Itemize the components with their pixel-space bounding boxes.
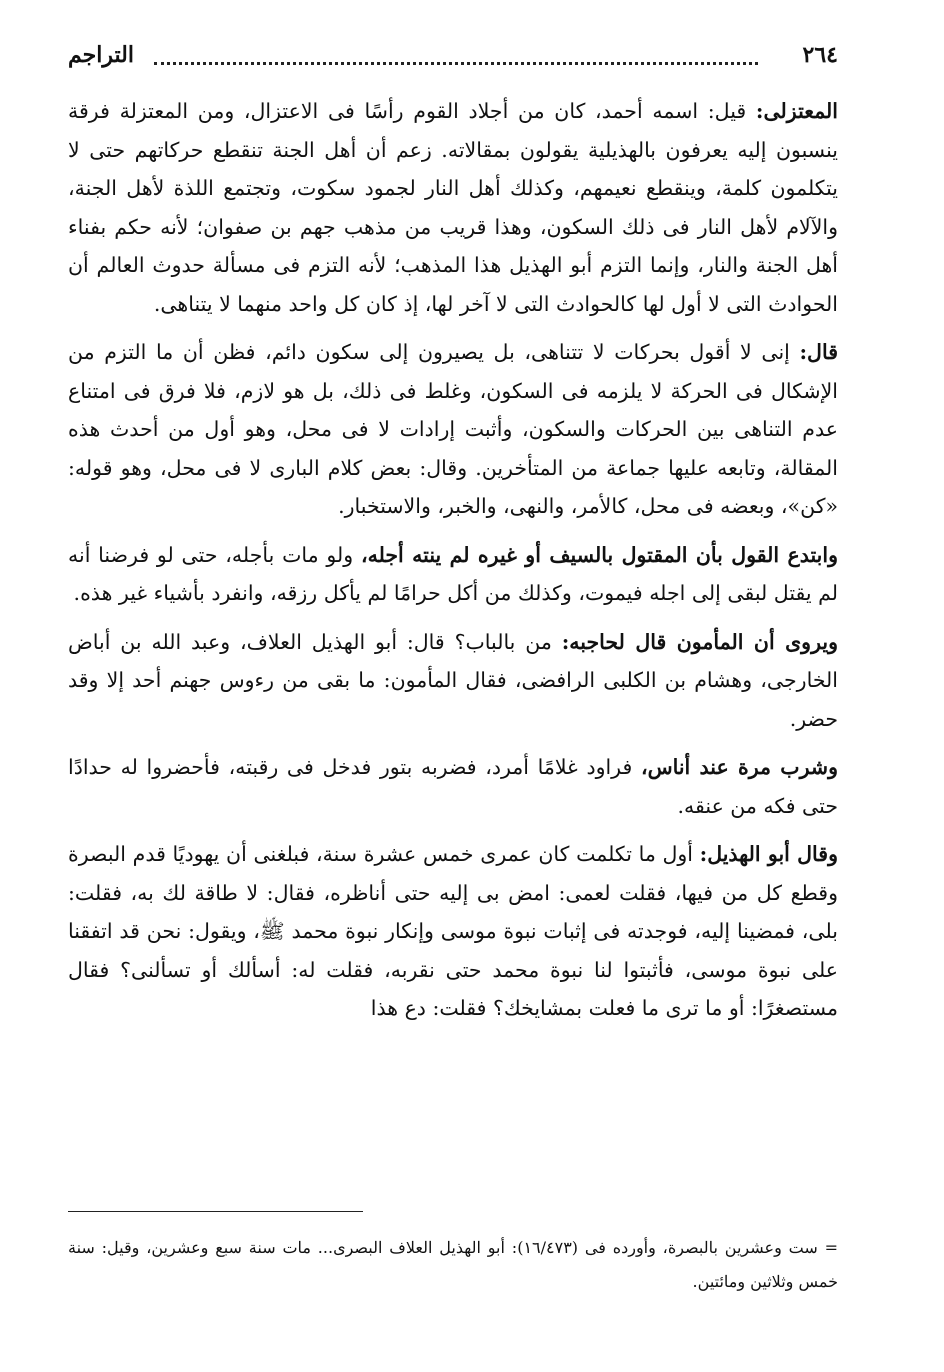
paragraph-lead: وشرب مرة عند أناس، xyxy=(640,755,838,779)
paragraph-abu-hudhayl xyxy=(68,835,838,1028)
body-text xyxy=(68,92,838,1028)
paragraph-lead: قال: xyxy=(799,340,838,364)
paragraph-text: ولو مات بأجله، حتى لو فرضنا أنه لم يقتل لبقى إلى اجله فيموت، وكذلك من أكل حرامًا لم يأكل رزقه، وانفرد بأشياء غير هذه. xyxy=(68,542,838,605)
paragraph-ibtada xyxy=(68,536,838,613)
paragraph-shariba xyxy=(68,748,838,825)
paragraph-mutazili xyxy=(68,92,838,323)
paragraph-mamun xyxy=(68,623,838,739)
paragraph-text: إنى لا أقول بحركات لا تتناهى، بل يصيرون إلى سكون دائم، فظن أن ما التزم من الإشكال فى الحركة لا يلزمه فى السكون، وغلط فى ذلك، بل هو لازم، فلا فرق فى امتناع عدم التناهى بين الحركات والسكون، وأثبت إرادات لا فى محل، وهو أول من أحدث هذه المقالة، وتابعه عليها جماعة من المتأخرين. وقال: بعض كلام البارى لا فى محل، وهو قوله: «كن»، وبعضه فى محل، كالأمر، والنهى، والخبر، والاستخبار. xyxy=(68,340,838,518)
paragraph-lead: ويروى أن المأمون قال لحاجبه: xyxy=(561,629,838,654)
paragraph-text: قيل: اسمه أحمد، كان من أجلاد القوم رأسًا فى الاعتزال، ومن المعتزلة فرقة ينسبون إليه يعرفون بالهذيلية يقولون بمقالاته. زعم أن أهل الجنة تنقطع حركاتهم حتى لا يتكلمون كلمة، وينقطع نعيمهم، وكذلك أهل النار لجمود سكوت، وتجتمع اللذة لأهل الجنة، والآلام لأهل النار فى ذلك السكون، وهذا قريب من مذهب جهم بن صفوان؛ لأنه حكم بفناء أهل الجنة والنار، وإنما التزم أبو الهذيل هذا المذهب؛ لأنه التزم فى مسألة حدوث العالم أن الحوادث التى لا أول لها كالحوادث التى لا آخر لها، إذ كان كل واحد منهما لا يتناهى. xyxy=(68,99,838,316)
paragraph-lead: وقال أبو الهذيل: xyxy=(699,842,838,866)
page-number: ٢٦٤ xyxy=(802,42,838,68)
page xyxy=(68,36,838,1336)
header-dotted-leader xyxy=(154,62,758,65)
paragraph-lead: وابتدع القول بأن المقتول بالسيف أو غيره لم ينته أجله، xyxy=(360,542,838,567)
page-header xyxy=(68,36,838,76)
footnote: = ست وعشرين بالبصرة، وأورده فى (١٦/٤٧٣): أبو الهذيل العلاف البصرى... مات سنة سبع وعشرين، وقيل: سنة خمس وثلاثين ومائتين. xyxy=(68,1238,839,1291)
running-title: التراجم xyxy=(68,42,134,68)
paragraph-qala xyxy=(68,333,838,526)
paragraph-text: فراود غلامًا أمرد، فضربه بتور فدخل فى رقبته، فأحضروا له حدادًا حتى فكه من عنقه. xyxy=(68,755,838,818)
paragraph-text: أول ما تكلمت كان عمرى خمس عشرة سنة، فبلغنى أن يهوديًا قدم البصرة وقطع كل من فيها، فقلت لعمى: امض بى إليه حتى أناظره، فقال: لا طاقة لك به، فقلت: بلى، فمضينا إليه، فوجدته فى إثبات نبوة موسى وإنكار نبوة محمد ﷺ، ويقول: نحن قد اتفقنا على نبوة موسى، فأثبتوا لنا نبوة محمد حتى نقربه، فقلت له: أسألك أو تسألنى؟ فقال مستصغرًا: أو ما ترى ما فعلت بمشايخك؟ فقلت: دع هذا xyxy=(68,842,838,1020)
paragraph-lead: المعتزلى: xyxy=(755,99,838,123)
paragraph-text: من بالباب؟ قال: أبو الهذيل العلاف، وعبد الله بن أباض الخارجى، وهشام بن الكلبى الرافضى، فقال المأمون: ما بقى من رءوس جهنم أحد إلا وقد حضر. xyxy=(68,629,838,731)
footnote-divider xyxy=(68,1211,363,1212)
